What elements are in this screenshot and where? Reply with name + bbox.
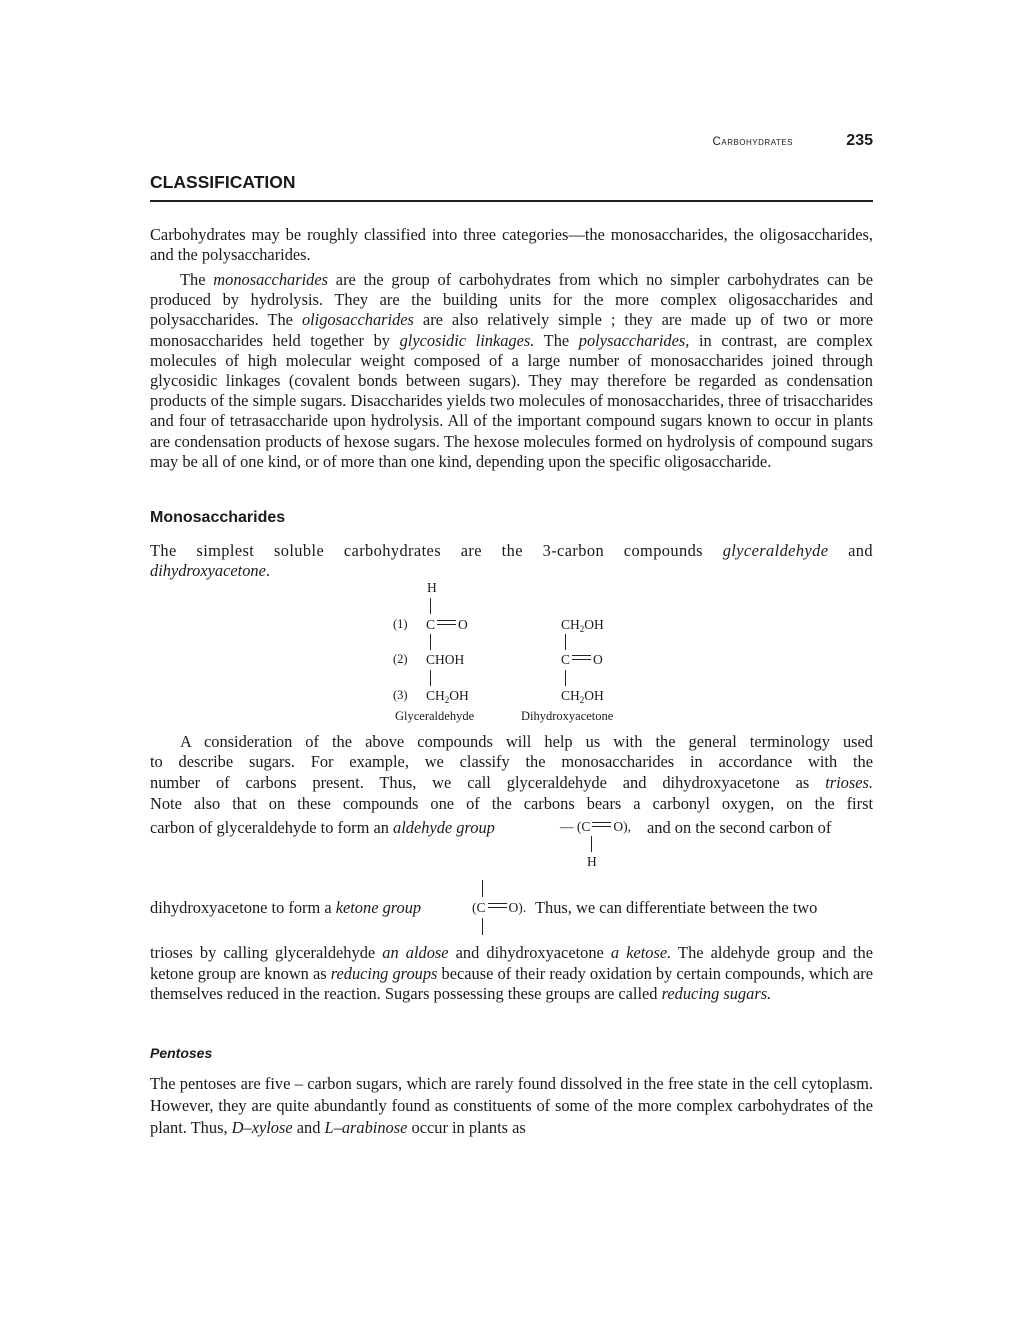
monosaccharide-definition-paragraph: The monosaccharides are the group of carbohydrates from which no simpler carbohydrates can be produced by hydrolysis. They are the building units for the more complex oligosaccharides and polysaccharides. The oligosaccharides are also relatively simple ; they are made up of two or more monosaccharides held together by glycosidic linkages. The polysaccharides, in contrast, are complex molecules of high molecular weight composed of a large number of monosaccharides joined through glycosidic linkages (covalent bonds between sugars). They may therefore be regarded as condensation products of the simple sugars. Disaccharides yields two molecules of monosaccharides, three of trisaccharides and four of tetrasaccharide upon hydrolysis. All of the important compound sugars known to occur in plants are condensation products of hexose sugars. The hexose molecules formed on hydrolysis of compound sugars may be all of one kind, or of more than one kind, depending upon the specific oligosaccharide. <box>150 270 874 471</box>
glyceraldehyde-caption: Glyceraldehyde <box>395 709 475 723</box>
double-bond <box>488 902 507 910</box>
section-heading: CLASSIFICATION <box>150 172 296 192</box>
running-title: Carbohydrates <box>712 136 793 148</box>
bond-line <box>430 598 431 614</box>
bond-line <box>591 836 592 852</box>
terminology-line5-end: and on the second carbon of <box>647 818 832 837</box>
terminology-line2: to describe sugars. For example, we classify the monosaccharides in accordance with the <box>150 752 873 771</box>
double-bond <box>437 619 456 627</box>
terminology-line6-end: Thus, we can differentiate between the two <box>535 898 818 917</box>
double-bond <box>592 821 611 829</box>
bond-line <box>482 880 483 897</box>
terminology-line6: dihydroxyacetone to form a ketone group <box>150 898 422 917</box>
carbon-number-3: (3) <box>393 688 408 702</box>
pentoses-paragraph: The pentoses are five – carbon sugars, which are rarely found dissolved in the free state in the cell cytoplasm. However, they are quite abundantly found as constituents of some of the more complex carbohydrates of the plant. Thus, D–xylose and L–arabinose occur in plants as <box>150 1074 873 1137</box>
dihydroxyacetone-ch2oh-bottom: $CH_2OH$ <box>561 688 604 705</box>
bond-line <box>565 634 566 650</box>
dihydroxyacetone-carbonyl: C O <box>561 652 603 667</box>
terminology-line1: A consideration of the above compounds will help us with the general terminology used <box>180 732 873 751</box>
terminology-line4: Note also that on these compounds one of the carbons bears a carbonyl oxygen, on the first <box>150 794 873 813</box>
bond-line <box>482 918 483 935</box>
dihydroxyacetone-ch2oh-top: $CH_2OH$ <box>561 617 604 634</box>
page-number: 235 <box>846 132 873 149</box>
terminology-line3: number of carbons present. Thus, we call glyceraldehyde and dihydroxyacetone as trioses. <box>150 773 873 792</box>
dihydroxyacetone-caption: Dihydroxyacetone <box>521 709 614 723</box>
bond-line <box>430 634 431 650</box>
terminology-line5: carbon of glyceraldehyde to form an aldehyde group <box>150 818 495 837</box>
mono-intro-line1: The simplest soluble carbohydrates are the 3-carbon compounds glyceraldehyde and <box>150 541 874 560</box>
bond-line <box>430 670 431 686</box>
ketone-formula: (C O). <box>472 900 527 915</box>
double-bond <box>572 654 591 662</box>
carbon-number-2: (2) <box>393 652 408 666</box>
carbon-number-1: (1) <box>393 617 408 631</box>
reducing-sugars-paragraph: trioses by calling glyceraldehyde an aldose and dihydroxyacetone a ketose. The aldehyde group and the ketone group are known as reducing groups because of their ready oxidation by certain compounds, which are themselves reduced in the reaction. Sugars possessing these groups are called reducing sugars. <box>150 943 873 1004</box>
subheading-pentoses: Pentoses <box>150 1045 213 1061</box>
heading-rule <box>150 200 873 202</box>
aldehyde-formula: — (C O), <box>560 819 631 834</box>
glyceraldehyde-ch2oh: $CH_2OH$ <box>426 688 469 705</box>
subheading-monosaccharides: Monosaccharides <box>150 509 286 526</box>
aldehyde-h: H <box>587 854 597 869</box>
glyceraldehyde-h: H <box>427 580 437 595</box>
bond-line <box>565 670 566 686</box>
glyceraldehyde-carbonyl: C O <box>426 617 468 632</box>
intro-paragraph: Carbohydrates may be roughly classified into three categories—the monosaccharides, the oligosaccharides, and the polysaccharides. <box>150 225 873 265</box>
running-header <box>150 130 873 156</box>
mono-intro-line2: dihydroxyacetone. <box>150 561 271 580</box>
glyceraldehyde-chohgroup: CHOH <box>426 652 465 667</box>
